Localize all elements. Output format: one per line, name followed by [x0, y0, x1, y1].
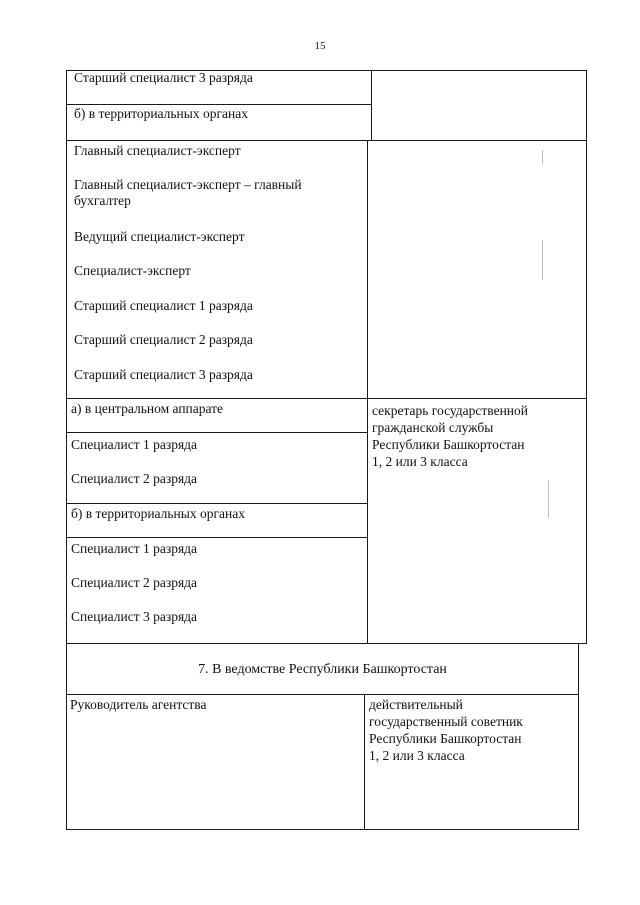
table-cell: Старший специалист 2 разряда: [74, 332, 253, 347]
rule-7: [66, 643, 587, 644]
rule-6: [66, 537, 368, 538]
table-cell: Специалист 3 разряда: [71, 609, 198, 624]
column-divider-1: [371, 70, 372, 141]
table-cell: Старший специалист 3 разряда: [74, 367, 253, 382]
class-cell: Республики Башкортостан: [369, 731, 522, 746]
table-cell: Руководитель агентства: [70, 697, 207, 712]
class-cell: гражданской службы: [372, 420, 494, 435]
class-cell: государственный советник: [369, 714, 523, 729]
table-cell: Специалист 2 разряда: [71, 575, 198, 590]
page-number: 15: [314, 40, 326, 52]
table-cell: Специалист 2 разряда: [71, 471, 198, 486]
table-cell: бухгалтер: [74, 193, 131, 208]
rule-2: [66, 140, 587, 141]
table-cell: Ведущий специалист-эксперт: [74, 229, 245, 244]
class-cell: 1, 2 или 3 класса: [372, 454, 468, 469]
rule-8: [66, 694, 579, 695]
column-divider-2: [367, 141, 368, 644]
table-right-border-top: [586, 70, 587, 644]
table-cell: Специалист 1 разряда: [71, 541, 198, 556]
table-cell: Специалист 1 разряда: [71, 437, 198, 452]
class-cell: действительный: [369, 697, 463, 712]
class-cell: секретарь государственной: [372, 403, 529, 418]
rule-4: [66, 432, 368, 433]
scan-mark: [542, 240, 543, 280]
rule-bottom: [66, 829, 579, 830]
section-header: а) в центральном аппарате: [71, 401, 224, 416]
rule-3: [66, 398, 587, 399]
table-cell: Старший специалист 1 разряда: [74, 298, 253, 313]
section-header: б) в территориальных органах: [74, 106, 248, 121]
table-cell: Специалист-эксперт: [74, 263, 191, 278]
table-cell: Главный специалист-эксперт – главный: [74, 177, 302, 192]
table-cell: Главный специалист-эксперт: [74, 143, 241, 158]
section-header: б) в территориальных органах: [71, 506, 245, 521]
column-divider-3: [364, 695, 365, 830]
scan-mark: [542, 150, 543, 164]
table-left-border: [66, 70, 67, 830]
scan-mark: [548, 480, 549, 518]
rule-5: [66, 503, 368, 504]
section-title: 7. В ведомстве Республики Башкортостан: [198, 662, 447, 677]
rule-1: [66, 104, 372, 105]
class-cell: 1, 2 или 3 класса: [369, 748, 465, 763]
table-cell: Старший специалист 3 разряда: [74, 70, 253, 85]
class-cell: Республики Башкортостан: [372, 437, 525, 452]
